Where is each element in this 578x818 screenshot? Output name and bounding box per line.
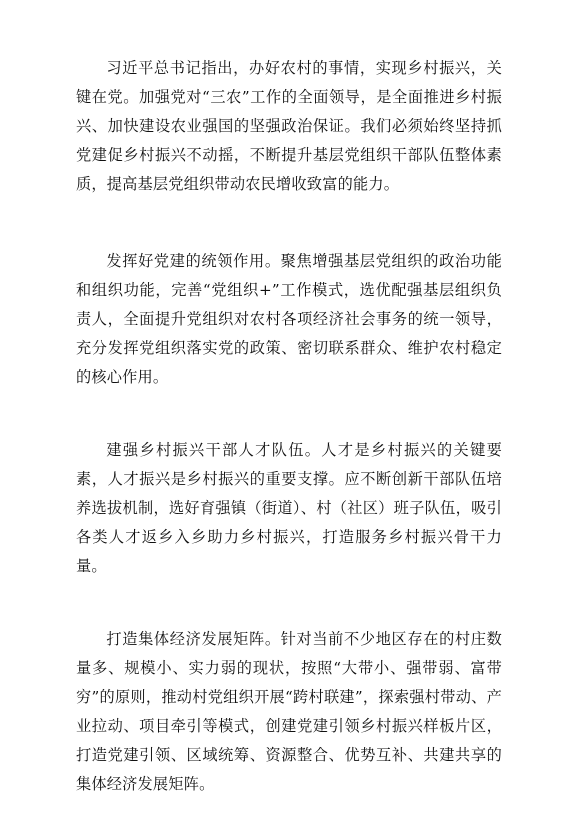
paragraph-intro: 习近平总书记指出，办好农村的事情，实现乡村振兴，关键在党。加强党对“三农”工作的全面领导，是全面推进乡村振兴、加快建设农业强国的坚强政治保证。我们必须始终坚持抓党建促乡村振兴不动摇，不断提升基层党组织干部队伍整体素质，提高基层党组织带动农民增收致富的能力。 (76, 59, 502, 193)
paragraph-talent-team: 建强乡村振兴干部人才队伍。人才是乡村振兴的关键要素，人才振兴是乡村振兴的重要支撑。应不断创新干部队伍培养选拔机制，选好育强镇（街道）、村（社区）班子队伍，吸引各类人才返乡入乡助力乡村振兴，打造服务乡村振兴骨干力量。 (76, 441, 502, 575)
paragraph-party-leadership: 发挥好党建的统领作用。聚焦增强基层党组织的政治功能和组织功能，完善“党组织+”工作模式，选优配强基层组织负责人，全面提升党组织对农村各项经济社会事务的统一领导，充分发挥党组织落实党的政策、密切联系群众、维护农村稳定的核心作用。 (76, 252, 502, 386)
paragraph-collective-economy: 打造集体经济发展矩阵。针对当前不少地区存在的村庄数量多、规模小、实力弱的现状，按照“大带小、强带弱、富带穷”的原则，推动村党组织开展“跨村联建”，探索强村带动、产业拉动、项目牵引等模式，创建党建引领乡村振兴样板片区，打造党建引领、区域统筹、资源整合、优势互补、共建共享的集体经济发展矩阵。 (76, 630, 502, 793)
